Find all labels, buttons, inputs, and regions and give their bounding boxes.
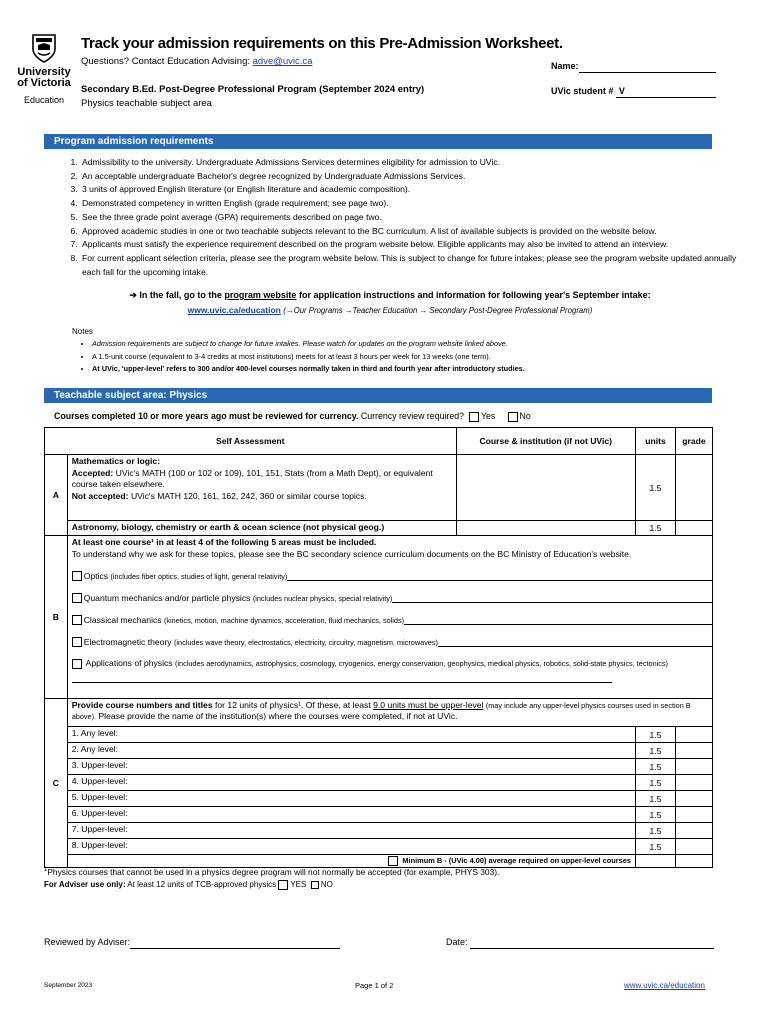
questions-line: Questions? Contact Education Advising: adve@uvic.ca xyxy=(81,56,313,67)
list-item: 2. An acceptable undergraduate Bachelor's degree recognized by Undergraduate Admissions Services. xyxy=(80,170,740,184)
area-checkbox[interactable] xyxy=(72,637,82,647)
units-cell: 1.5 xyxy=(636,807,676,823)
grade-input[interactable] xyxy=(675,839,712,855)
course-row[interactable]: 1. Any level: xyxy=(67,727,635,743)
date-row: Date: xyxy=(446,937,714,949)
name-field[interactable] xyxy=(579,61,716,73)
course-input[interactable] xyxy=(456,455,636,521)
page-title: Track your admission requirements on this Pre-Admission Worksheet. xyxy=(81,35,563,52)
area-input-line[interactable] xyxy=(392,602,712,603)
column-header: grade xyxy=(675,428,712,455)
notes-label: Notes xyxy=(72,327,93,336)
admission-requirements-heading: Program admission requirements xyxy=(44,134,712,149)
area-input-line[interactable] xyxy=(72,673,612,683)
list-item: 8. For current applicant selection criteria, please see the program website below. This is subject to change for future intakes; please see the program website updated annually each fall for the upcoming intake. xyxy=(80,252,740,279)
column-header: Self Assessment xyxy=(45,428,457,455)
units-cell: 1.5 xyxy=(636,455,676,521)
notes-block xyxy=(72,327,525,376)
footer-website-link[interactable]: www.uvic.ca/education xyxy=(624,981,705,990)
adviser-yes-checkbox[interactable] xyxy=(278,880,288,890)
area-quantum: Quantum mechanics and/or particle physics (includes nuclear physics, special relativity) xyxy=(72,581,712,603)
program-website-link[interactable]: program website xyxy=(224,290,297,300)
science-requirement: Astronomy, biology, chemistry or earth & ocean science (not physical geog.) xyxy=(67,521,456,536)
faculty-name: Education xyxy=(23,95,65,105)
grade-input[interactable] xyxy=(675,455,712,521)
adviser-no-checkbox[interactable] xyxy=(311,881,319,889)
course-row[interactable]: 5. Upper-level: xyxy=(67,791,635,807)
list-item: • Admission requirements are subject to change for future intakes. Please watch for updates on the program website linked above. xyxy=(92,338,525,351)
list-item: • A 1.5-unit course (equivalent to 3-4 credits at most institutions) meets for at least 3 hours per week for 13 weeks (one term). xyxy=(92,351,525,364)
currency-yes-checkbox[interactable] xyxy=(469,412,479,422)
units-cell: 1.5 xyxy=(636,727,676,743)
list-item: • At UVic, 'upper-level' refers to 300 and/or 400-level courses normally taken in third and fourth year after introductory studies. xyxy=(92,363,525,376)
column-header: units xyxy=(636,428,676,455)
units-cell: 1.5 xyxy=(636,791,676,807)
education-website-link[interactable]: www.uvic.ca/education xyxy=(187,305,281,315)
area-applications: Applications of physics (includes aerodynamics, astrophysics, cosmology, cryogenics, energy conservation, geophysics, medical physics, robotics, solid-state physics, tectonics) xyxy=(72,655,712,689)
grade-input[interactable] xyxy=(675,759,712,775)
area-checkbox[interactable] xyxy=(72,659,82,669)
course-row[interactable]: 3. Upper-level: xyxy=(67,759,635,775)
course-input[interactable] xyxy=(456,521,636,536)
list-item: 3. 3 units of approved English literature (or English literature and academic composition). xyxy=(80,183,740,197)
grade-input[interactable] xyxy=(675,855,712,868)
name-field-row: Name: xyxy=(551,61,716,73)
units-cell: 1.5 xyxy=(636,743,676,759)
minimum-average-checkbox[interactable] xyxy=(388,856,398,866)
date-field[interactable] xyxy=(470,937,714,949)
column-header: Course & institution (if not UVic) xyxy=(456,428,636,455)
currency-line: Courses completed 10 or more years ago must be reviewed for currency. Currency review required? Yes No xyxy=(54,411,531,421)
course-row[interactable]: 6. Upper-level: xyxy=(67,807,635,823)
advising-email-link[interactable]: adve@uvic.ca xyxy=(252,56,313,67)
grade-input[interactable] xyxy=(675,823,712,839)
list-item: 5. See the three grade point average (GPA) requirements described on page two. xyxy=(80,211,740,225)
area-input-line[interactable] xyxy=(404,624,712,625)
section-a-label: A xyxy=(45,455,68,536)
area-checkbox[interactable] xyxy=(72,593,82,603)
student-number-row: UVic student # V xyxy=(551,86,716,98)
units-cell xyxy=(636,855,676,868)
course-row[interactable]: 4. Upper-level: xyxy=(67,775,635,791)
fall-note: ➔ In the fall, go to the program website for application instructions and information for following year's September intake: xyxy=(129,290,651,300)
admission-requirements-list xyxy=(60,156,740,279)
page-number: Page 1 of 2 xyxy=(355,981,394,990)
currency-no-checkbox[interactable] xyxy=(508,412,518,422)
adviser-use-line: For Adviser use only: At least 12 units of TCB-approved physics YES NO xyxy=(44,880,333,890)
units-cell: 1.5 xyxy=(636,775,676,791)
grade-input[interactable] xyxy=(675,807,712,823)
area-checkbox[interactable] xyxy=(72,615,82,625)
grade-input[interactable] xyxy=(675,791,712,807)
section-b-content: At least one course¹ in at least 4 of the following 5 areas must be included. To understand why we ask for these topics, please see the BC secondary science curriculum documents on the BC Ministry of Education's website. Optics (includes fiber optics, studies of light, general relativity) Quantum mechanics and/or particle physics (includes nuclear physics, special relativity) Classical mechanics (kinetics, motion, machine dynamics, acceleration, fluid mechanics, solids) Electromagnetic theory (includes wave theory, electrostatics, electricity, circuitry, magnetism, microwaves) Applications of physics (includes aerodynamics, astrophysics, cosmology, cryogenics, energy conservation, geophysics, medical physics, robotics, solid-state physics, tectonics) xyxy=(67,536,712,699)
arrow-right-icon: ➔ xyxy=(129,290,137,300)
list-item: 4. Demonstrated competency in written English (grade requirement; see page two). xyxy=(80,197,740,211)
units-cell: 1.5 xyxy=(636,521,676,536)
area-optics: Optics (includes fiber optics, studies of light, general relativity) xyxy=(72,559,712,581)
university-name: University of Victoria xyxy=(17,66,71,89)
reviewed-by-row: Reviewed by Adviser: xyxy=(44,937,340,949)
area-input-line[interactable] xyxy=(438,646,712,647)
university-crest-logo xyxy=(31,33,57,63)
section-c-label: C xyxy=(45,699,68,868)
minimum-average-row: Minimum B - (UVic 4.00) average required on upper-level courses xyxy=(67,855,635,868)
list-item: 7. Applicants must satisfy the experience requirement described on the program website below. Eligible applicants may also be invited to attend an interview. xyxy=(80,238,740,252)
student-number-field[interactable]: V xyxy=(616,86,716,98)
list-item: 1. Admissibility to the university. Undergraduate Admissions Services determines eligibility for admission to UVic. xyxy=(80,156,740,170)
course-row[interactable]: 7. Upper-level: xyxy=(67,823,635,839)
area-classical: Classical mechanics (kinetics, motion, machine dynamics, acceleration, fluid mechanics, solids) xyxy=(72,603,712,625)
area-electromagnetic: Electromagnetic theory (includes wave theory, electrostatics, electricity, circuitry, magnetism, microwaves) xyxy=(72,625,712,647)
course-row[interactable]: 2. Any level: xyxy=(67,743,635,759)
teachable-subject-heading: Teachable subject area: Physics xyxy=(44,388,712,403)
area-input-line[interactable] xyxy=(287,580,712,581)
program-subtitle: Physics teachable subject area xyxy=(81,98,212,109)
units-cell: 1.5 xyxy=(636,839,676,855)
footer-date: September 2023 xyxy=(44,982,93,989)
units-cell: 1.5 xyxy=(636,823,676,839)
section-b-label: B xyxy=(45,536,68,699)
reviewed-by-field[interactable] xyxy=(130,937,340,949)
self-assessment-table xyxy=(44,427,713,868)
website-line: www.uvic.ca/education (→Our Programs →Teacher Education → Secondary Post-Degree Professional Program) xyxy=(187,305,593,315)
grade-input[interactable] xyxy=(675,775,712,791)
grade-input[interactable] xyxy=(675,521,712,536)
course-row[interactable]: 8. Upper-level: xyxy=(67,839,635,855)
math-requirement: Mathematics or logic: Accepted: UVic's MATH (100 or 102 or 109), 101, 151, Stats (from a Math Dept), or equivalent course taken elsewhere. Not accepted: UVic's MATH 120, 161, 162, 242, 360 or similar course topics. xyxy=(67,455,456,521)
footnote: $^1$Physics courses that cannot be used in a physics degree program will not normally be accepted (for example, PHYS 303). xyxy=(44,867,500,877)
grade-input[interactable] xyxy=(675,727,712,743)
section-c-instructions: Provide course numbers and titles for 12 units of physics¹. Of these, at least 9.0 units must be upper-level (may include any upper-level physics courses used in section B above). Please provide the name of the institution(s) where the courses were completed, if not at UVic. xyxy=(67,699,712,727)
units-cell: 1.5 xyxy=(636,759,676,775)
grade-input[interactable] xyxy=(675,743,712,759)
list-item: 6. Approved academic studies in one or two teachable subjects relevant to the BC curriculum. A list of available subjects is provided on the website below. xyxy=(80,225,740,239)
program-title: Secondary B.Ed. Post-Degree Professional Program (September 2024 entry) xyxy=(81,84,425,95)
area-checkbox[interactable] xyxy=(72,571,82,581)
